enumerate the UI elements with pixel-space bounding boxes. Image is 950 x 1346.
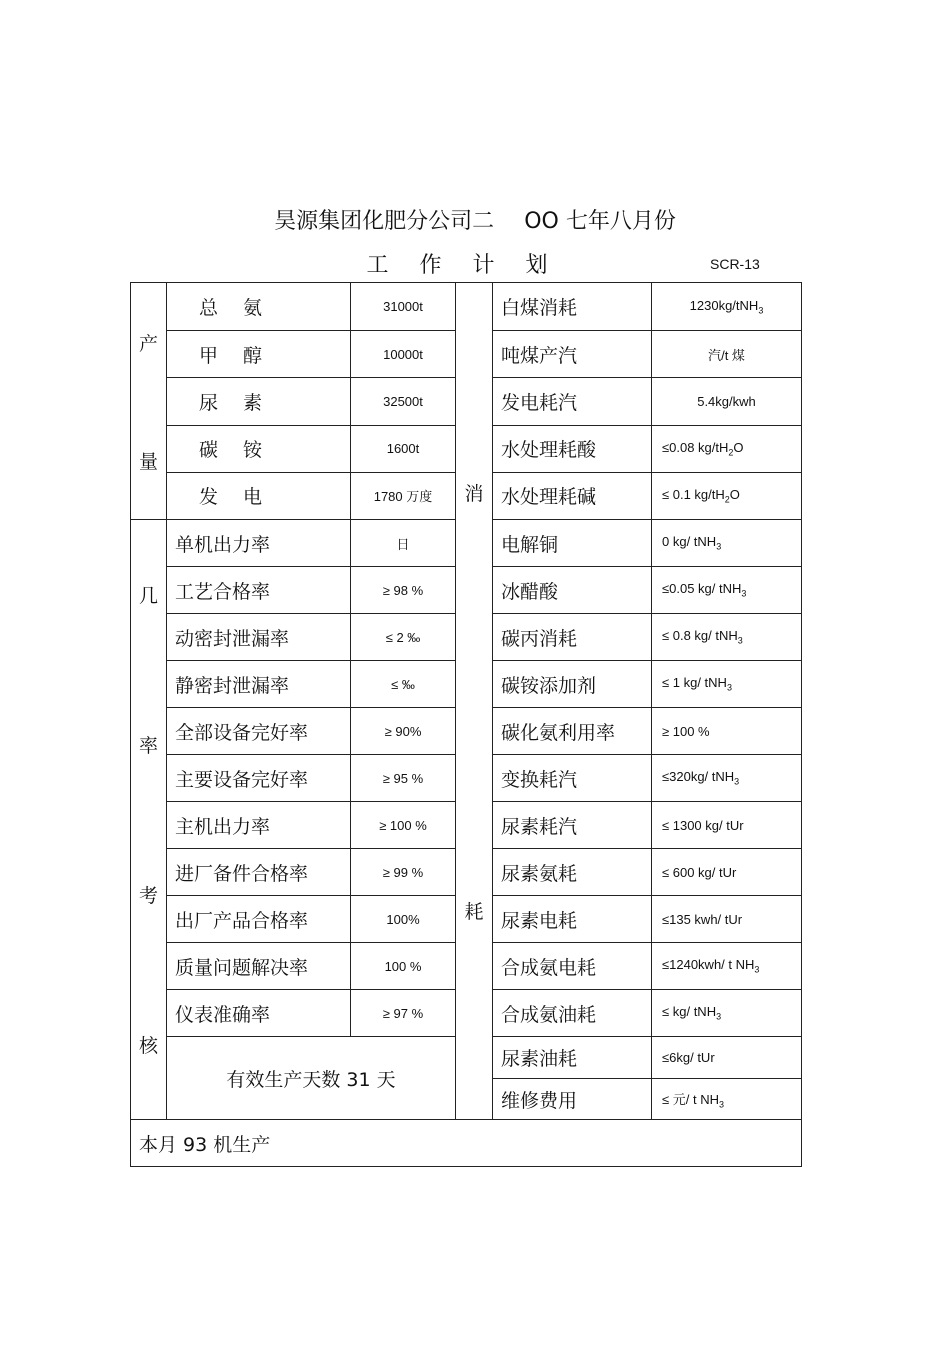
consumption-value bbox=[652, 472, 802, 519]
production-value: 32500t bbox=[351, 378, 456, 425]
table-row bbox=[131, 283, 802, 331]
consumption-value-tail: O bbox=[729, 487, 740, 503]
consumption-label: 尿素氨耗 bbox=[493, 849, 652, 896]
consumption-value-text: ≤ 600 kg/ tUr bbox=[662, 864, 737, 880]
assessment-label: 质量问题解决率 bbox=[167, 943, 351, 990]
consumption-value-text: ≥ 100 % bbox=[662, 723, 710, 739]
production-group-label bbox=[131, 283, 167, 520]
assessment-value: ≤ ‰ bbox=[351, 661, 456, 708]
assessment-value: ≥ 95 % bbox=[351, 755, 456, 802]
consumption-value-subscript: 3 bbox=[716, 1011, 722, 1022]
assessment-value: ≥ 100 % bbox=[351, 802, 456, 849]
consumption-value-subscript: 2 bbox=[724, 494, 730, 505]
consumption-value bbox=[652, 802, 802, 849]
consumption-value-subscript: 3 bbox=[758, 305, 764, 316]
consumption-value bbox=[652, 896, 802, 943]
consumption-value-text: 0 kg/ tNH bbox=[662, 534, 717, 550]
consumption-label: 碳丙消耗 bbox=[493, 614, 652, 661]
consumption-value bbox=[652, 1037, 802, 1079]
title-left: 昊源集团化肥分公司二 bbox=[274, 209, 495, 234]
consumption-value-text: ≤ kg/ tNH bbox=[662, 1004, 717, 1020]
consumption-label: 尿素耗汽 bbox=[493, 802, 652, 849]
consumption-group-label bbox=[456, 283, 493, 1120]
consumption-value-subscript: 3 bbox=[741, 588, 747, 599]
assessment-label: 出厂产品合格率 bbox=[167, 896, 351, 943]
consumption-label: 电解铜 bbox=[493, 520, 652, 567]
consumption-value bbox=[652, 943, 802, 990]
document-code: SCR-13 bbox=[710, 256, 760, 272]
production-value: 1600t bbox=[351, 425, 456, 472]
consumption-label: 发电耗汽 bbox=[493, 378, 652, 425]
assessment-group-label-char: 率 bbox=[138, 735, 158, 758]
assessment-group-label-char: 核 bbox=[138, 1034, 158, 1057]
consumption-value bbox=[652, 708, 802, 755]
consumption-value-subscript: 3 bbox=[737, 635, 743, 646]
consumption-value bbox=[652, 520, 802, 567]
assessment-value: ≤ 2 ‰ bbox=[351, 614, 456, 661]
assessment-label: 动密封泄漏率 bbox=[167, 614, 351, 661]
assessment-value: ≥ 98 % bbox=[351, 567, 456, 614]
consumption-value-text: 5.4kg/kwh bbox=[697, 393, 756, 409]
consumption-value-text: ≤0.08 kg/tH bbox=[662, 439, 729, 455]
consumption-value bbox=[652, 331, 802, 378]
consumption-value-subscript: 3 bbox=[718, 1099, 724, 1110]
consumption-value bbox=[652, 378, 802, 425]
consumption-value-text: ≤0.05 kg/ tNH bbox=[662, 581, 742, 597]
work-plan-table bbox=[130, 282, 802, 1167]
consumption-value-text: ≤320kg/ tNH bbox=[662, 769, 735, 785]
production-group-label-char: 产 bbox=[138, 332, 158, 355]
consumption-value-text: ≤ 1 kg/ tNH bbox=[662, 675, 727, 691]
title-right: OO 七年八月份 bbox=[524, 209, 676, 234]
consumption-value bbox=[652, 567, 802, 614]
production-value: 31000t bbox=[351, 283, 456, 331]
consumption-value bbox=[652, 755, 802, 802]
assessment-group-label-char: 考 bbox=[138, 884, 158, 907]
assessment-label: 全部设备完好率 bbox=[167, 708, 351, 755]
consumption-value-text: ≤ 元/ t NH bbox=[662, 1091, 719, 1107]
consumption-label: 水处理耗碱 bbox=[493, 472, 652, 519]
consumption-value bbox=[652, 614, 802, 661]
assessment-label: 主要设备完好率 bbox=[167, 755, 351, 802]
footer-note: 本月 93 机生产 bbox=[131, 1120, 802, 1167]
assessment-label: 工艺合格率 bbox=[167, 567, 351, 614]
consumption-group-label-char: 耗 bbox=[464, 900, 484, 923]
assessment-label: 进厂备件合格率 bbox=[167, 849, 351, 896]
consumption-label: 白煤消耗 bbox=[493, 283, 652, 331]
consumption-label: 碳铵添加剂 bbox=[493, 661, 652, 708]
consumption-label: 合成氨电耗 bbox=[493, 943, 652, 990]
consumption-group-label-char: 消 bbox=[464, 482, 484, 505]
consumption-value bbox=[652, 849, 802, 896]
assessment-value: 100% bbox=[351, 896, 456, 943]
production-value: 1780 万度 bbox=[351, 472, 456, 519]
production-value: 10000t bbox=[351, 331, 456, 378]
assessment-label: 仪表准确率 bbox=[167, 990, 351, 1037]
assessment-value: ≥ 90% bbox=[351, 708, 456, 755]
assessment-group-label-char: 几 bbox=[138, 585, 158, 608]
consumption-label: 尿素电耗 bbox=[493, 896, 652, 943]
assessment-value: 100 % bbox=[351, 943, 456, 990]
consumption-label: 冰醋酸 bbox=[493, 567, 652, 614]
consumption-value bbox=[652, 283, 802, 331]
consumption-value bbox=[652, 1079, 802, 1120]
consumption-value-subscript: 3 bbox=[734, 776, 740, 787]
consumption-value-subscript: 2 bbox=[728, 447, 734, 458]
assessment-label: 主机出力率 bbox=[167, 802, 351, 849]
assessment-label: 单机出力率 bbox=[167, 520, 351, 567]
consumption-label: 合成氨油耗 bbox=[493, 990, 652, 1037]
consumption-value-text: 汽/t 煤 bbox=[708, 347, 745, 363]
consumption-value-text: 1230kg/tNH bbox=[689, 297, 759, 313]
consumption-value-text: ≤ 0.1 kg/tH bbox=[662, 487, 725, 503]
consumption-value-tail: O bbox=[733, 439, 744, 455]
consumption-value-subscript: 3 bbox=[754, 964, 760, 975]
consumption-value bbox=[652, 661, 802, 708]
consumption-label: 水处理耗酸 bbox=[493, 425, 652, 472]
production-label: 甲 醇 bbox=[167, 331, 351, 378]
assessment-value: 日 bbox=[351, 520, 456, 567]
assessment-value: ≥ 99 % bbox=[351, 849, 456, 896]
consumption-value bbox=[652, 990, 802, 1037]
assessment-value: ≥ 97 % bbox=[351, 990, 456, 1037]
document-title bbox=[0, 204, 950, 235]
consumption-value-text: ≤6kg/ tUr bbox=[662, 1050, 715, 1065]
consumption-label: 碳化氨利用率 bbox=[493, 708, 652, 755]
production-label: 发 电 bbox=[167, 472, 351, 519]
assessment-group-label bbox=[131, 520, 167, 1120]
consumption-value-text: ≤135 kwh/ tUr bbox=[662, 911, 743, 927]
document-subtitle: 工 作 计 划 bbox=[366, 253, 560, 278]
consumption-value bbox=[652, 425, 802, 472]
consumption-value-text: ≤1240kwh/ t NH bbox=[662, 957, 755, 973]
production-label: 总 氨 bbox=[167, 283, 351, 331]
consumption-label: 变换耗汽 bbox=[493, 755, 652, 802]
consumption-label: 尿素油耗 bbox=[493, 1037, 652, 1079]
consumption-label: 维修费用 bbox=[493, 1079, 652, 1120]
production-label: 尿 素 bbox=[167, 378, 351, 425]
consumption-label: 吨煤产汽 bbox=[493, 331, 652, 378]
consumption-value-text: ≤ 1300 kg/ tUr bbox=[662, 817, 744, 833]
effective-days: 有效生产天数 31 天 bbox=[167, 1037, 456, 1120]
assessment-label: 静密封泄漏率 bbox=[167, 661, 351, 708]
consumption-value-subscript: 3 bbox=[716, 541, 722, 552]
production-label: 碳 铵 bbox=[167, 425, 351, 472]
production-group-label-char: 量 bbox=[138, 450, 158, 473]
consumption-value-subscript: 3 bbox=[726, 682, 732, 693]
table-row bbox=[131, 1120, 802, 1167]
consumption-value-text: ≤ 0.8 kg/ tNH bbox=[662, 628, 738, 644]
